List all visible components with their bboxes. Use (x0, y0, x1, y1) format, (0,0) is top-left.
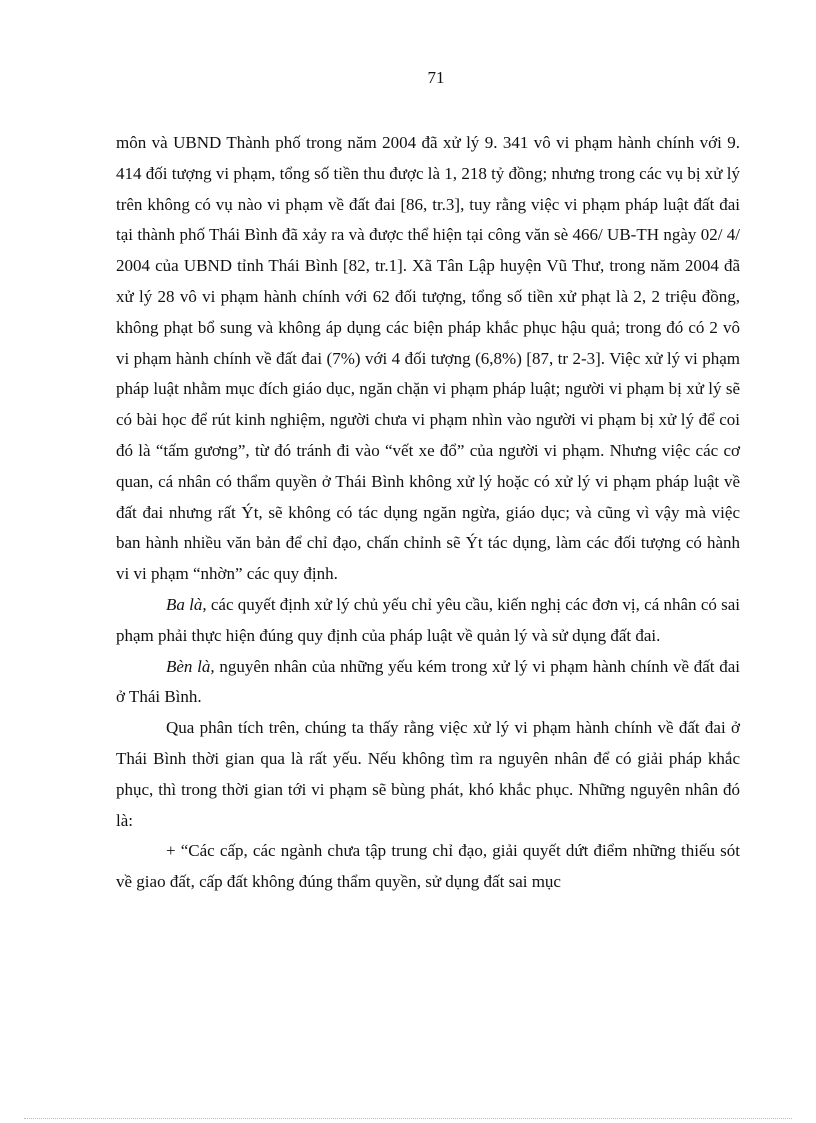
paragraph-2-text: các quyết định xử lý chủ yếu chỉ yêu cầu, kiến nghị các đơn vị, cá nhân có sai phạm phải thực hiện đúng quy định của pháp luật về quản lý và sử dụng đất đai. (116, 594, 741, 645)
paragraph-5 (116, 836, 740, 898)
paragraph-5-text: + “Các cấp, các ngành chưa tập trung chỉ đạo, giải quyết dứt điểm những thiếu sót về giao đất, cấp đất không đúng thẩm quyền, sử dụng đất sai mục (116, 841, 740, 892)
page-bottom-divider (24, 1118, 792, 1119)
page-number: 71 (427, 68, 445, 87)
paragraph-3-lead: Bèn là, (166, 656, 215, 676)
paragraph-1-text: môn và UBND Thành phố trong năm 2004 đã xử lý 9. 341 vô vi phạm hành chính với 9. 414 đối tượng vi phạm, tổng số tiền thu được là 1, 218 tỷ đồng; nhưng trong các vụ bị xử lý trên không có vụ nào vi phạm về đất đai [86, tr.3], tuy rằng việc vi phạm pháp luật đất đai tại thành phố Thái Bình đã xảy ra và được thể hiện tại công văn sè 466/ UB-TH ngày 02/ 4/ 2004 của UBND tỉnh Thái Bình [82, tr.1]. Xã Tân Lập huyện Vũ Thư, trong năm 2004 đã xử lý 28 vô vi phạm hành chính với 62 đối tượng, tổng số tiền xử phạt là 2, 2 triệu đồng, không phạt bổ sung và không áp dụng các biện pháp khắc phục hậu quả; trong đó có 2 vô vi phạm hành chính về đất đai (7%) với 4 đối tượng (6,8%) [87, tr 2-3]. Việc xử lý vi phạm pháp luật nhằm mục đích giáo dục, ngăn chặn vi phạm pháp luật; người vi phạm bị xử lý sẽ có bài học để rút kinh nghiệm, người chưa vi phạm nhìn vào người vi phạm bị xử lý để coi đó là “tấm gương”, từ đó tránh đi vào “vết xe đổ” của người vi phạm. Nhưng việc các cơ quan, cá nhân có thẩm quyền ở Thái Bình không xử lý hoặc có xử lý vi phạm pháp luật về đất đai nhưng rất Ýt, sẽ không có tác dụng ngăn ngừa, giáo dục; và cũng vì vậy mà việc ban hành nhiều văn bản để chỉ đạo, chấn chỉnh sẽ Ýt tác dụng, làm các đối tượng có hành vi vi phạm “nhờn” các quy định. (116, 133, 740, 584)
paragraph-2-lead: Ba là, (166, 594, 207, 614)
paragraph-1 (116, 128, 740, 590)
body-text (116, 128, 740, 898)
paragraph-3 (116, 652, 740, 714)
paragraph-3-text: nguyên nhân của những yếu kém trong xử lý vi phạm hành chính về đất đai ở Thái Bình. (116, 656, 740, 707)
paragraph-4 (116, 713, 740, 836)
paragraph-2 (116, 590, 740, 652)
paragraph-4-text: Qua phân tích trên, chúng ta thấy rằng việc xử lý vi phạm hành chính về đất đai ở Thái Bình thời gian qua là rất yếu. Nếu không tìm ra nguyên nhân để có giải pháp khắc phục, thì trong thời gian tới vi phạm sẽ bùng phát, khó khắc phục. Những nguyên nhân đó là: (116, 718, 740, 830)
